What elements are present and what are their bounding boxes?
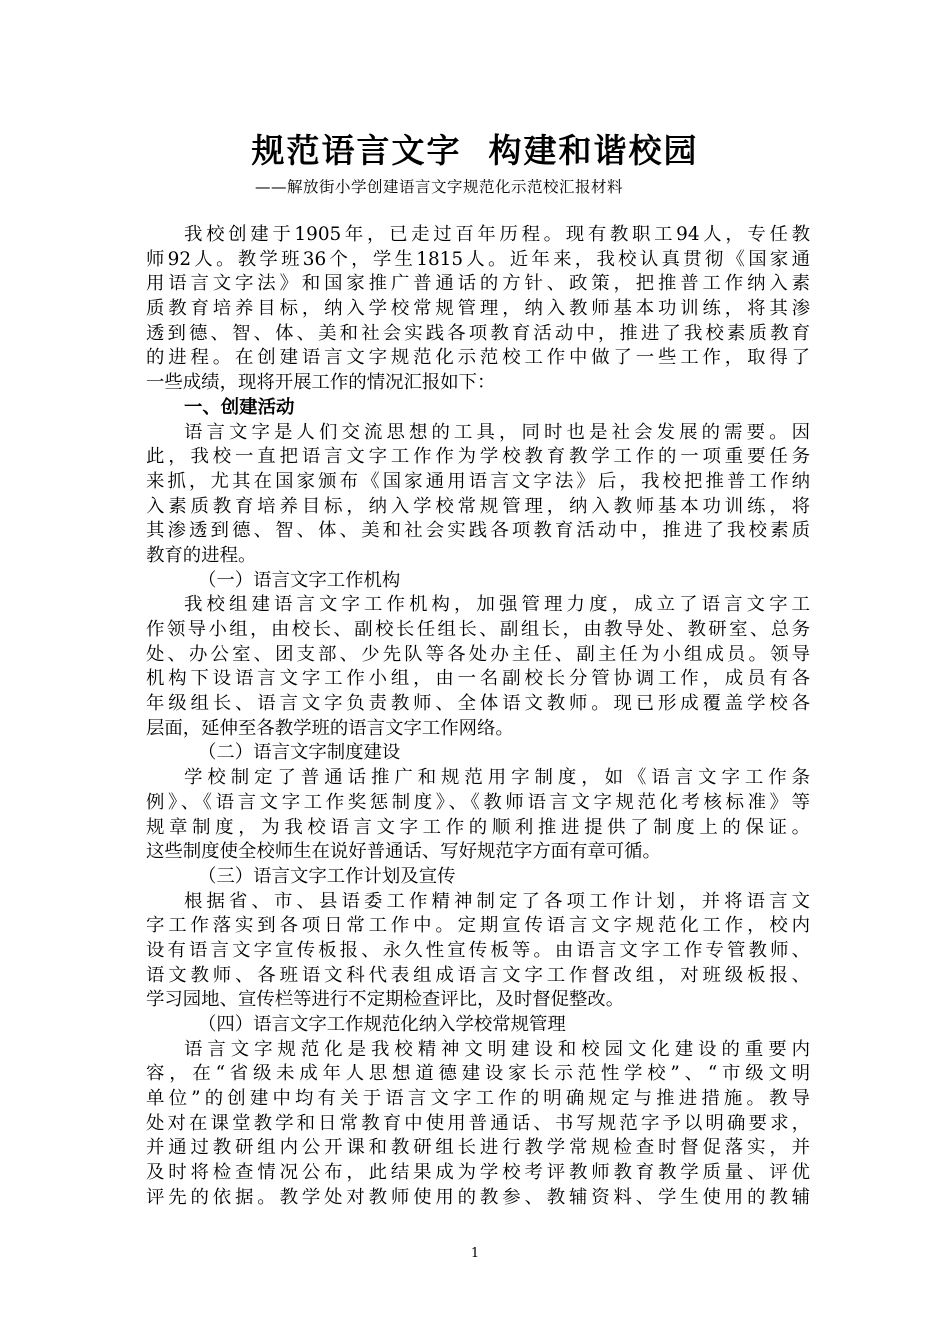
subsection-heading: （一）语言文字工作机构 [198,569,401,591]
body-text-line: 设有语言文字宣传板报、永久性宣传板等。由语言文字工作专管教师、 [146,939,810,961]
subsection-heading: （二）语言文字制度建设 [198,742,401,764]
paragraph-first-line: 语言文字是人们交流思想的工具，同时也是社会发展的需要。因 [184,421,810,443]
body-text-line: 用语言文字法》和国家推广普通话的方针、政策，把推普工作纳入素 [146,273,810,295]
body-text-line: 处对在课堂教学和日常教育中使用普通话、书写规范字予以明确要求， [146,1112,810,1134]
paragraph-first-line: 我校创建于1905年，已走过百年历程。现有教职工94人，专任教 [184,224,810,245]
body-text-line: 语文教师、各班语文科代表组成语言文字工作督改组，对班级板报、 [146,964,810,986]
document-subtitle: ——解放街小学创建语言文字规范化示范校汇报材料 [255,178,624,196]
body-text-line: 机构下设语言文字工作小组，由一名副校长分管协调工作，成员有各 [146,668,810,690]
paragraph-last-line: 教育的进程。 [146,544,257,566]
body-text-line: 透到德、智、体、美和社会实践各项教育活动中，推进了我校素质教育 [146,322,810,344]
section-heading: 一、创建活动 [184,396,295,418]
body-text-line: 字工作落实到各项日常工作中。定期宣传语言文字规范化工作，校内 [146,915,810,937]
body-text-line: 入素质教育培养目标，纳入学校常规管理，纳入教师基本功训练，将 [146,495,810,517]
paragraph-last-line: 一些成绩，现将开展工作的情况汇报如下： [146,372,496,394]
document-title: 规范语言文字 构建和谐校园 [251,131,699,170]
body-text-line: 容，在“省级未成年人思想道德建设家长示范性学校”、“市级文明 [146,1063,810,1085]
body-text-line: 来抓，尤其在国家颁布《国家通用语言文字法》后，我校把推普工作纳 [146,470,810,492]
body-text-line: 的进程。在创建语言文字规范化示范校工作中做了一些工作，取得了 [146,347,810,369]
body-text-line: 师92人。教学班36个，学生1815人。近年来，我校认真贯彻《国家通 [146,248,810,270]
body-text-line: 并通过教研组内公开课和教研组长进行教学常规检查时督促落实，并 [146,1137,810,1159]
body-text-line: 年级组长、语言文字负责教师、全体语文教师。现已形成覆盖学校各 [146,693,810,715]
paragraph-first-line: 我校组建语言文字工作机构，加强管理力度，成立了语言文字工 [184,594,810,616]
body-text-line: 其渗透到德、智、体、美和社会实践各项教育活动中，推进了我校素质 [146,520,810,542]
paragraph-first-line: 根据省、市、县语委工作精神制定了各项工作计划，并将语言文 [184,890,810,912]
document-body [146,223,810,1211]
body-text-line: 规章制度，为我校语言文字工作的顺利推进提供了制度上的保证。 [146,816,810,838]
subsection-heading: （四）语言文字工作规范化纳入学校常规管理 [198,1014,566,1035]
page-number: 1 [470,1246,480,1261]
body-text-line: 及时将检查情况公布，此结果成为学校考评教师教育教学质量、评优 [146,1162,810,1184]
body-text-line: 单位”的创建中均有关于语言文字工作的明确规定与推进措施。教导 [146,1088,810,1110]
paragraph-last-line: 学习园地、宣传栏等进行不定期检查评比，及时督促整改。 [146,989,625,1011]
body-text-line: 例》、《语言文字工作奖惩制度》、《教师语言文字规范化考核标准》等 [146,791,810,813]
body-text-line: 此，我校一直把语言文字工作作为学校教育教学工作的一项重要任务 [146,446,810,468]
subsection-heading: （三）语言文字工作计划及宣传 [198,865,456,887]
paragraph-last-line: 层面，延伸至各教学班的语言文字工作网络。 [146,717,514,739]
body-text-line: 作领导小组，由校长、副校长任组长、副组长，由教导处、教研室、总务 [146,619,810,640]
body-text-line: 评先的依据。教学处对教师使用的教参、教辅资料、学生使用的教辅 [146,1186,810,1208]
paragraph-first-line: 语言文字规范化是我校精神文明建设和校园文化建设的重要内 [184,1038,810,1060]
body-text-line: 处、办公室、团支部、少先队等各处办主任、副主任为小组成员。领导 [146,643,810,665]
paragraph-first-line: 学校制定了普通话推广和规范用字制度，如《语言文字工作条 [184,767,810,789]
paragraph-last-line: 这些制度使全校师生在说好普通话、写好规范字方面有章可循。 [146,841,661,863]
body-text-line: 质教育培养目标，纳入学校常规管理，纳入教师基本功训练，将其渗 [146,298,810,320]
